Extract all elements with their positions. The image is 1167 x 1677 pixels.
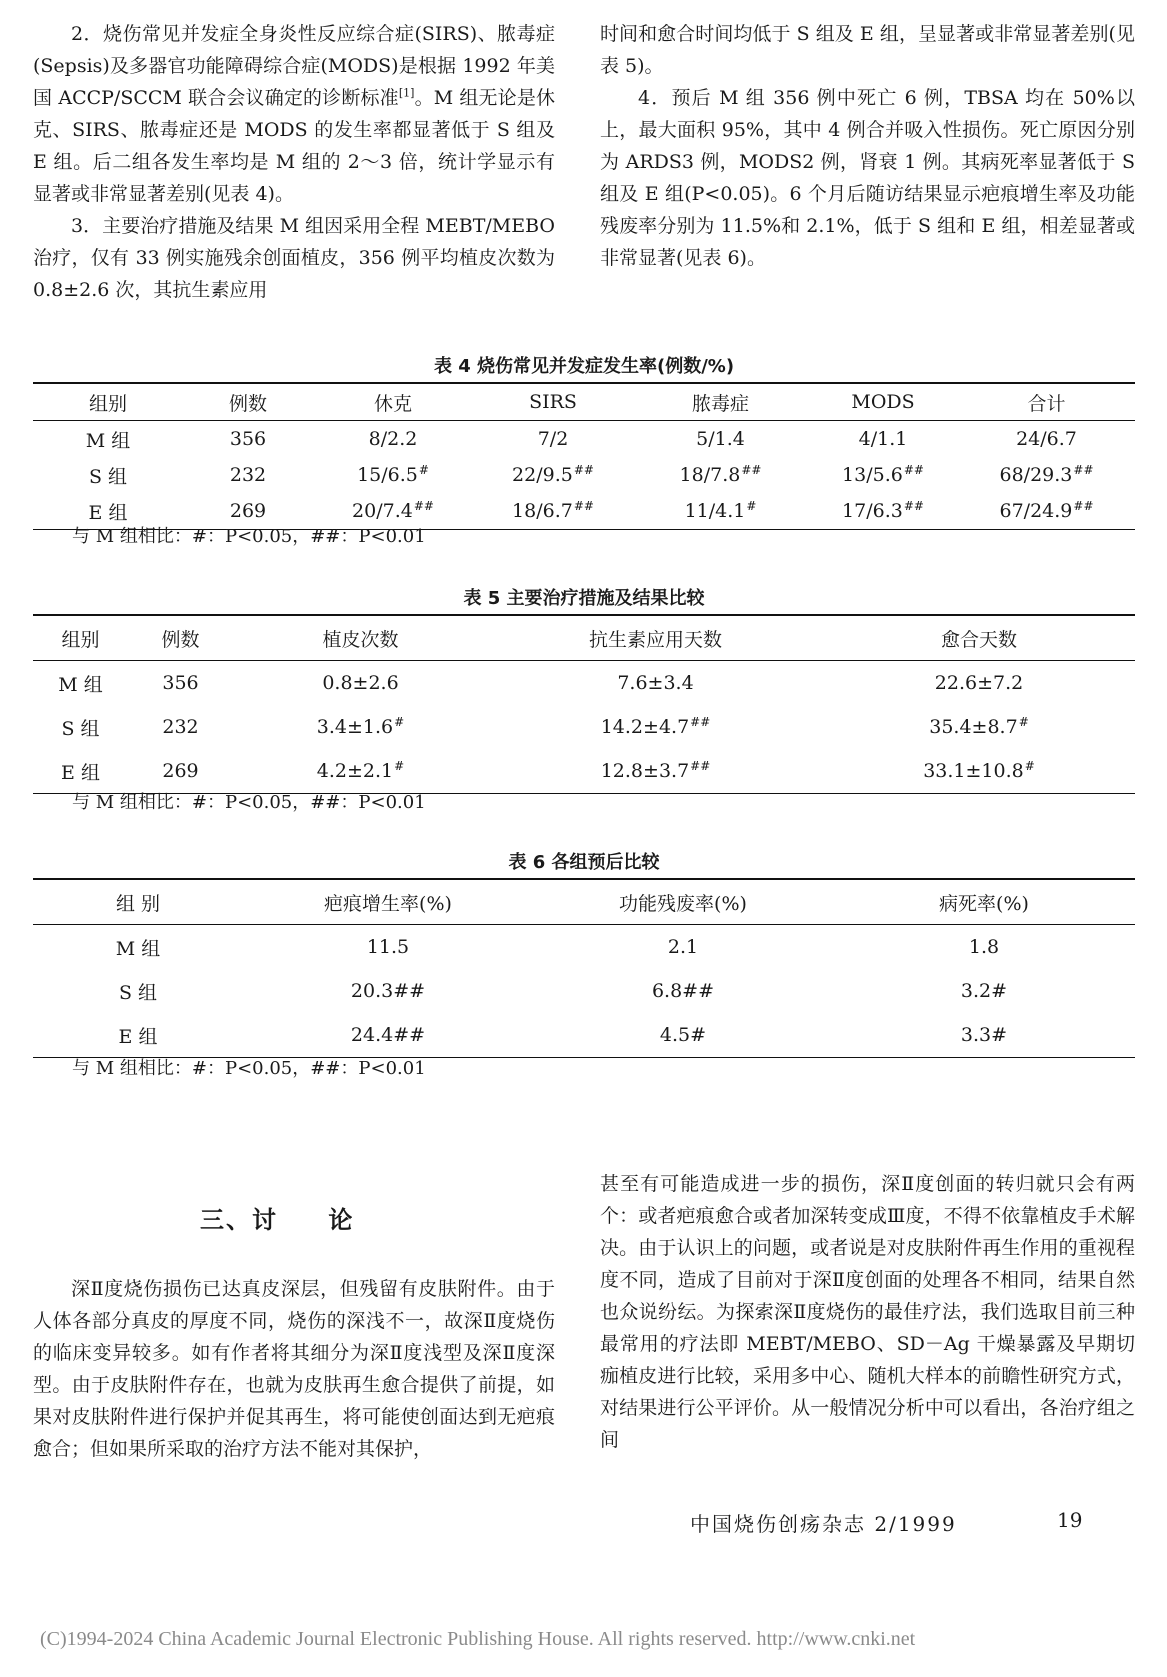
table-cell: [633, 493, 808, 530]
cell-value: 4.5#: [659, 1024, 707, 1046]
table6-body: [33, 925, 1135, 1058]
table6: [33, 878, 1135, 1058]
cell-value: 17/6.3: [842, 500, 903, 522]
cell-value: E 组: [118, 1025, 158, 1048]
cell-value: 15/6.5: [357, 464, 418, 486]
table-cell: [33, 1013, 243, 1058]
table-cell: [33, 457, 183, 493]
significance-marker: #: [746, 498, 757, 513]
cell-value: 232: [162, 716, 199, 738]
table4-header-row: [33, 383, 1135, 421]
column-header: MODS: [851, 391, 915, 413]
table4-title: 表 4 烧伤常见并发症发生率(例数/%): [433, 356, 735, 377]
significance-marker: ##: [1073, 462, 1094, 477]
paragraph-discussion-cont: 甚至有可能造成进一步的损伤，深Ⅱ度创面的转归就只会有两个：或者疤痕愈合或者加深转变成Ⅲ度，不得不依靠植皮手术解决。由于认识上的问题，或者说是对皮肤附件再生作用的重视程度不同，造成了目前对于深Ⅱ度创面的处理各不相同，结果自然也众说纷纭。为探索深Ⅱ度烧伤的最佳疗法，我们选取目前三种最常用的疗法即 MEBT/MEBO、SD－Ag 干燥暴露及早期切痂植皮进行比较，采用多中心、随机大样本的前瞻性研究方式，对结果进行公平评价。从一般情况分析中可以看出，各治疗组之间: [600, 1173, 1135, 1451]
table-cell: [243, 925, 533, 970]
cell-value: S 组: [118, 981, 158, 1004]
cell-value: 269: [229, 500, 267, 522]
column-header: SIRS: [529, 391, 577, 413]
significance-marker: ##: [573, 462, 594, 477]
cell-value: 4.2±2.1: [316, 760, 394, 782]
cell-value: E 组: [61, 761, 100, 784]
footer-journal-name: 中国烧伤创疡杂志 2/1999: [690, 1512, 957, 1536]
table-cell: [833, 969, 1135, 1013]
column-header: 例数: [161, 628, 200, 651]
cell-value: 3.4±1.6: [316, 716, 394, 738]
table4: [33, 382, 1135, 530]
significance-marker: ##: [903, 462, 924, 477]
table5-note: 与 M 组相比：#：P<0.05，##：P<0.01: [72, 792, 426, 813]
paragraph-prognosis: 4．预后 M 组 356 例中死亡 6 例，TBSA 均在 50%以上，最大面积 95%，其中 4 例合并吸入性损伤。死亡原因分别为 ARDS3 例，MODS2 例，肾衰 1 例。其病死率显著低于 S 组及 E 组(P<0.05)。6 个月后随访结果显示疤痕增生率及功能残废率分别为 11.5%和 2.1%，低于 S 组和 E 组，相差显著或非常显著(见表 6)。: [600, 87, 1135, 269]
table-cell: [233, 661, 488, 706]
cell-value: S 组: [88, 465, 128, 488]
cell-value: 4/1.1: [858, 428, 908, 450]
column-header: 合计: [1027, 392, 1066, 415]
cell-value: 3.2#: [960, 980, 1008, 1002]
significance-marker: ##: [573, 498, 594, 513]
significance-marker: #: [1018, 714, 1029, 729]
cell-value: 13/5.6: [842, 464, 903, 486]
column-header: 休克: [373, 392, 412, 415]
column-header: 抗生素应用天数: [588, 628, 722, 651]
table-row: [33, 661, 1135, 706]
cell-value: 24/6.7: [1016, 428, 1077, 450]
cell-value: 67/24.9: [999, 500, 1073, 522]
body-column-bottom-right: [600, 1168, 1135, 1456]
column-header: 植皮次数: [322, 628, 399, 651]
cell-value: 18/6.7: [512, 500, 573, 522]
table-row: [33, 969, 1135, 1013]
significance-marker: #: [1024, 758, 1035, 773]
table-cell: [33, 749, 128, 794]
table-cell: [33, 661, 128, 706]
table-cell: [808, 421, 958, 458]
column-header: 组 别: [115, 892, 161, 915]
column-header: 病死率(%): [939, 892, 1029, 915]
table-cell: [128, 749, 233, 794]
cell-value: 20.3##: [350, 980, 426, 1002]
cell-value: M 组: [115, 937, 161, 960]
significance-marker: ##: [741, 462, 762, 477]
table5: [33, 614, 1135, 794]
table-cell: [233, 705, 488, 749]
cell-value: 1.8: [968, 936, 1000, 958]
table4-note: 与 M 组相比：#：P<0.05，##：P<0.01: [72, 526, 426, 547]
table-cell: [33, 969, 243, 1013]
significance-marker: ##: [690, 714, 711, 729]
table5-header-row: [33, 615, 1135, 661]
table-cell: [833, 1013, 1135, 1058]
cell-value: 20/7.4: [352, 500, 413, 522]
paragraph-discussion: 深Ⅱ度烧伤损伤已达真皮深层，但残留有皮肤附件。由于人体各部分真皮的厚度不同，烧伤的深浅不一，故深Ⅱ度烧伤的临床变异较多。如有作者将其细分为深Ⅱ度浅型及深Ⅱ度深型。由于皮肤附件存在，也就为皮肤再生愈合提供了前提，如果对皮肤附件进行保护并促其再生，将可能使创面达到无疤痕愈合；但如果所采取的治疗方法不能对其保护，: [33, 1278, 555, 1460]
table-cell: [533, 969, 833, 1013]
table-cell: [313, 421, 473, 458]
cell-value: 0.8±2.6: [322, 672, 399, 694]
table-cell: [33, 705, 128, 749]
paragraph-complications: 2．烧伤常见并发症全身炎性反应综合症(SIRS)、脓毒症(Sepsis)及多器官功能障碍综合症(MODS)是根据 1992 年美国 ACCP/SCCM 联合会议确定的诊断标准[1]。M 组无论是休克、SIRS、脓毒症还是 MODS 的发生率都显著低于 S 组及 E 组。后二组各发生率均是 M 组的 2～3 倍，统计学显示有显著或非常显著差别(见表 4)。: [33, 23, 555, 205]
table-cell: [823, 661, 1135, 706]
cell-value: 7.6±3.4: [617, 672, 694, 694]
paragraph-treatment-cont: 时间和愈合时间均低于 S 组及 E 组，呈显著或非常显著差别(见表 5)。: [600, 23, 1135, 77]
table4-body: [33, 421, 1135, 530]
cell-value: 2.1: [667, 936, 699, 958]
column-header: 例数: [228, 392, 267, 415]
table-cell: [808, 457, 958, 493]
cell-value: E 组: [88, 501, 128, 524]
paragraph-treatment: 3．主要治疗措施及结果 M 组因采用全程 MEBT/MEBO 治疗，仅有 33 例实施残余创面植皮，356 例平均植皮次数为 0.8±2.6 次，其抗生素应用: [33, 215, 555, 301]
cell-value: 24.4##: [350, 1024, 426, 1046]
table-row: [33, 421, 1135, 458]
table-cell: [313, 457, 473, 493]
table-cell: [958, 493, 1135, 530]
column-header: 脓毒症: [691, 392, 749, 415]
significance-marker: ##: [413, 498, 434, 513]
significance-marker: #: [418, 462, 429, 477]
cell-value: 33.1±10.8: [923, 760, 1024, 782]
cell-value: 18/7.8: [679, 464, 741, 486]
table-cell: [233, 749, 488, 794]
table-row: [33, 457, 1135, 493]
table6-title: 表 6 各组预后比较: [508, 852, 660, 873]
table-cell: [808, 493, 958, 530]
table-cell: [473, 457, 633, 493]
cell-value: 12.8±3.7: [600, 760, 690, 782]
cell-value: 11.5: [366, 936, 410, 958]
cell-value: 11/4.1: [684, 500, 746, 522]
table-cell: [488, 661, 823, 706]
cell-value: 5/1.4: [696, 428, 745, 450]
column-header: 愈合天数: [940, 628, 1017, 651]
cell-value: 22/9.5: [512, 464, 573, 486]
column-header: 功能残废率(%): [619, 892, 747, 915]
table-cell: [823, 749, 1135, 794]
significance-marker: ##: [1073, 498, 1094, 513]
cell-value: 22.6±7.2: [934, 672, 1024, 694]
cell-value: 3.3#: [960, 1024, 1008, 1046]
table-row: [33, 1013, 1135, 1058]
column-header: 组别: [61, 628, 100, 651]
table5-body: [33, 661, 1135, 794]
body-column-top-left: [33, 18, 555, 306]
copyright-watermark: (C)1994-2024 China Academic Journal Electronic Publishing House. All rights reserved. http://www.cnki.net: [40, 1628, 916, 1650]
body-column-bottom-left: [33, 1273, 555, 1465]
table-cell: [488, 749, 823, 794]
table-row: [33, 749, 1135, 794]
table-row: [33, 705, 1135, 749]
table-cell: [473, 493, 633, 530]
table-cell: [183, 457, 313, 493]
significance-marker: ##: [903, 498, 924, 513]
table-cell: [33, 421, 183, 458]
cell-value: S 组: [61, 717, 100, 740]
table-cell: [823, 705, 1135, 749]
table-cell: [243, 969, 533, 1013]
table-cell: [488, 705, 823, 749]
table-cell: [958, 421, 1135, 458]
cell-value: 356: [162, 672, 199, 694]
table-cell: [958, 457, 1135, 493]
table-cell: [128, 705, 233, 749]
cell-value: M 组: [58, 673, 103, 696]
table-cell: [633, 421, 808, 458]
significance-marker: #: [394, 758, 405, 773]
body-column-top-right: [600, 18, 1135, 274]
cell-value: 6.8##: [651, 980, 715, 1002]
table-cell: [633, 457, 808, 493]
cell-value: 35.4±8.7: [929, 716, 1018, 738]
cell-value: M 组: [85, 429, 131, 452]
table-cell: [183, 421, 313, 458]
cell-value: 14.2±4.7: [600, 716, 690, 738]
cell-value: 8/2.2: [368, 428, 418, 450]
citation-marker: [1]: [398, 86, 415, 100]
cell-value: 356: [229, 428, 267, 450]
footer-page-number: 19: [1057, 1508, 1083, 1532]
column-header: 组别: [88, 392, 127, 415]
significance-marker: #: [394, 714, 405, 729]
table6-header-row: [33, 879, 1135, 925]
table5-title: 表 5 主要治疗措施及结果比较: [463, 588, 705, 609]
section-heading-discussion: 三、讨 论: [200, 1206, 355, 1234]
cell-value: 68/29.3: [999, 464, 1073, 486]
column-header: 疤痕增生率(%): [324, 892, 452, 915]
table-cell: [128, 661, 233, 706]
table-row: [33, 925, 1135, 970]
cell-value: 232: [229, 464, 267, 486]
cell-value: 269: [162, 760, 199, 782]
table6-note: 与 M 组相比：#：P<0.05，##：P<0.01: [72, 1058, 426, 1079]
table-cell: [33, 925, 243, 970]
table-cell: [833, 925, 1135, 970]
table-cell: [533, 925, 833, 970]
significance-marker: ##: [690, 758, 711, 773]
cell-value: 7/2: [537, 428, 569, 450]
table-cell: [243, 1013, 533, 1058]
table-cell: [473, 421, 633, 458]
table-cell: [533, 1013, 833, 1058]
